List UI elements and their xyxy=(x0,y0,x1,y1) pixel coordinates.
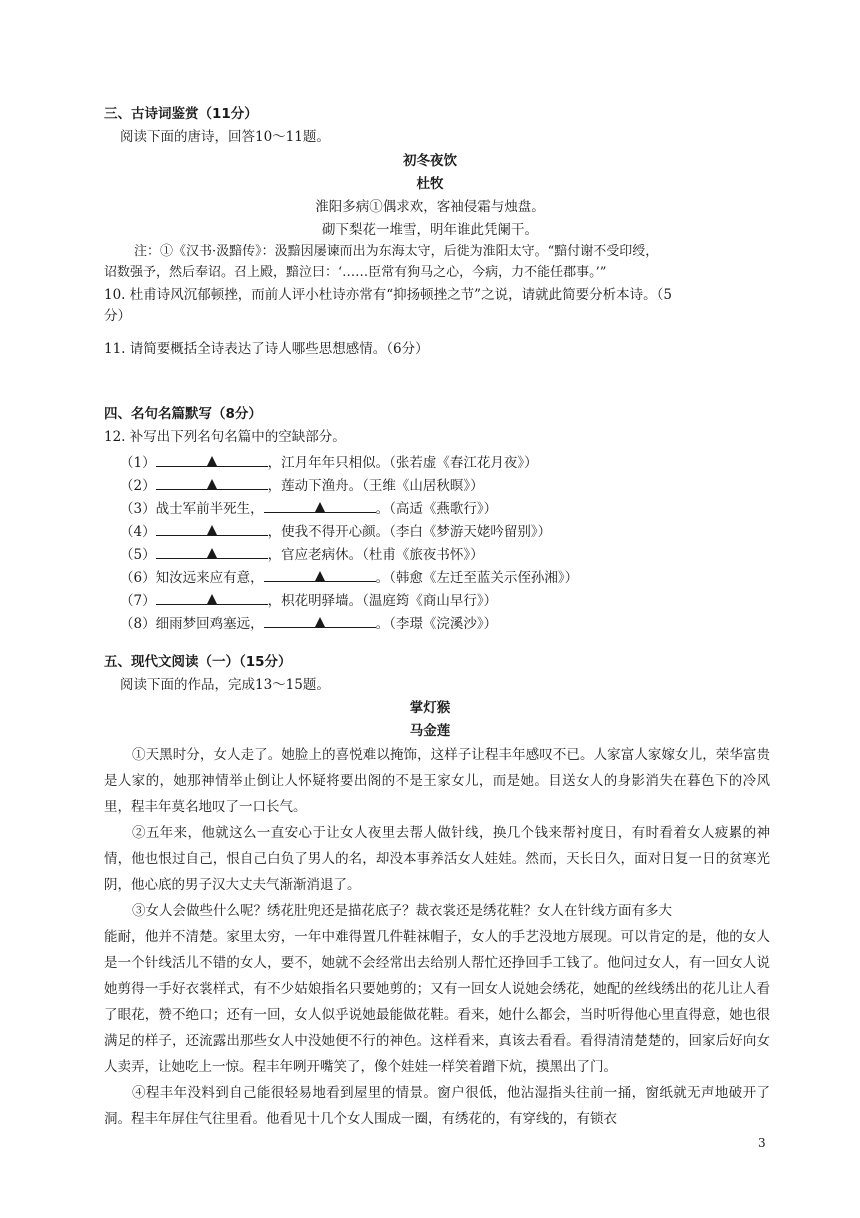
fill-item xyxy=(120,450,538,473)
item-text: 。（高适《燕歌行》） xyxy=(375,501,498,517)
fill-item xyxy=(120,519,551,542)
section5-heading: 五、现代文阅读（一）（15分） xyxy=(104,654,292,670)
item-number: （1） xyxy=(120,455,156,471)
question-10-cont: 分） xyxy=(104,308,131,324)
question-12: 12. 补写出下列名句名篇中的空缺部分。 xyxy=(104,429,346,445)
item-text: 知汝远来应有意， xyxy=(155,570,264,586)
section5-intro: 阅读下面的作品，完成13～15题。 xyxy=(120,677,330,693)
paragraph-2: ②五年来，他就这么一直安心于让女人夜里去帮人做针线，换几个钱来帮衬度日，有时看着女人疲累的神情，他也恨过自己，恨自己白负了男人的名，却没本事养活女人娃娃。然而，天长日久，面对日复一日的贫寒光阴，他心底的男子汉大丈夫气渐渐消退了。 xyxy=(104,825,770,893)
item-number: （2） xyxy=(120,478,156,494)
poem-note: 诏数强予，然后奉诏。召上殿，黯泣曰：‘……臣常有狗马之心，今病，力不能任郡事。’” xyxy=(104,265,607,280)
paragraph-3-first-line: ③女人会做些什么呢？绣花肚兜还是描花底子？裁衣裳还是绣花鞋？女人在针线方面有多大 xyxy=(132,903,672,919)
question-11: 11. 请简要概括全诗表达了诗人哪些思想感情。（6分） xyxy=(104,341,429,357)
paragraph-3: 能耐，他并不清楚。家里太穷，一年中难得置几件鞋袜帽子，女人的手艺没地方展现。可以肯定的是，他的女人是一个针线活儿不错的女人，要不，她就不会经常出去给别人帮忙还挣回手工钱了。他问过女人，有一回女人说她剪得一手好衣裳样式，有不少姑娘指名只要她剪的；又有一回女人说她会绣花，她配的丝线绣出的花儿让人看了眼花，赞不绝口；还有一回，女人似乎说她最能做花鞋。看来，她什么都会，当时听得他心里直得意，她也很满足的样子，还流露出那些女人中没她便不行的神色。这样看来，真该去看看。看得清清楚楚的，回家后好向女人卖弄，让她吃上一惊。程丰年咧开嘴笑了，像个娃娃一样笑着蹭下炕，摸黑出了门。 xyxy=(104,929,770,1075)
article-author: 马金莲 xyxy=(409,723,451,739)
triangle-icon xyxy=(207,479,217,489)
answer-blank[interactable] xyxy=(264,496,376,513)
fill-item xyxy=(120,588,497,611)
item-number: （5） xyxy=(120,547,156,563)
question-10: 10. 杜甫诗风沉郁顿挫，而前人评小杜诗亦常有“抑扬顿挫之节”之说，请就此简要分析本诗。（5 xyxy=(104,287,672,303)
fill-item xyxy=(120,565,578,588)
answer-blank[interactable] xyxy=(264,565,376,582)
paragraph-1: ①天黑时分，女人走了。她脸上的喜悦难以掩饰，这样子让程丰年感叹不已。人家富人家嫁女儿，荣华富贵是人家的，她那神情举止倒让人怀疑将要出阁的不是王家女儿，而是她。目送女人的身影消失在暮色下的冷风里，程丰年莫名地叹了一口长气。 xyxy=(104,747,770,815)
fill-item xyxy=(120,542,484,565)
fill-item xyxy=(120,473,484,496)
article-title: 掌灯猴 xyxy=(409,700,451,716)
answer-blank[interactable] xyxy=(264,611,376,628)
section4-heading: 四、名句名篇默写（8分） xyxy=(104,406,262,422)
triangle-icon xyxy=(315,502,325,512)
item-text: 细雨梦回鸡塞远， xyxy=(155,616,264,632)
section3-heading: 三、古诗词鉴赏（11分） xyxy=(104,106,258,122)
poem-line: 淮阳多病①偶求欢，客袖侵霜与烛盘。 xyxy=(315,199,545,215)
answer-blank[interactable] xyxy=(156,588,268,605)
item-text: 。（韩愈《左迁至蓝关示侄孙湘》） xyxy=(375,570,579,586)
item-text: ，莲动下渔舟。（王维《山居秋暝》） xyxy=(267,478,484,494)
page-number: 3 xyxy=(758,1136,766,1150)
answer-blank[interactable] xyxy=(156,450,268,467)
item-text: ，枳花明驿墙。（温庭筠《商山早行》） xyxy=(267,593,498,609)
poem-author: 杜牧 xyxy=(416,176,444,192)
item-number: （3） xyxy=(120,501,156,517)
answer-blank[interactable] xyxy=(156,542,268,559)
item-text: ，江月年年只相似。（张若虚《春江花月夜》） xyxy=(267,455,538,471)
triangle-icon xyxy=(207,525,217,535)
item-text: 。（李璟《浣溪沙》） xyxy=(375,616,498,632)
poem-note: 注：①《汉书·汲黯传》：汲黯因屡谏而出为东海太守，后徙为淮阳太守。“黯付谢不受印绶， xyxy=(134,244,659,259)
triangle-icon xyxy=(207,594,217,604)
item-number: （7） xyxy=(120,593,156,609)
poem-title: 初冬夜饮 xyxy=(403,153,457,169)
fill-item xyxy=(120,496,497,519)
fill-item xyxy=(120,611,497,634)
answer-blank[interactable] xyxy=(156,519,268,536)
item-text: ，官应老病休。（杜甫《旅夜书怀》） xyxy=(267,547,484,563)
paragraph-4: ④程丰年没料到自己能很轻易地看到屋里的情景。窗户很低，他沾湿指头往前一捅，窗纸就无声地破开了洞。程丰年屏住气往里看。他看见十几个女人围成一圈，有绣花的，有穿线的，有锁衣 xyxy=(104,1085,770,1127)
section3-intro: 阅读下面的唐诗，回答10～11题。 xyxy=(120,129,330,145)
item-number: （4） xyxy=(120,524,156,540)
triangle-icon xyxy=(207,548,217,558)
item-number: （6） xyxy=(120,570,156,586)
poem-line: 砌下梨花一堆雪，明年谁此凭阑干。 xyxy=(322,222,538,238)
answer-blank[interactable] xyxy=(156,473,268,490)
item-text: 战士军前半死生， xyxy=(155,501,264,517)
item-text: ，使我不得开心颜。（李白《梦游天姥吟留别》） xyxy=(267,524,552,540)
triangle-icon xyxy=(207,456,217,466)
triangle-icon xyxy=(315,617,325,627)
triangle-icon xyxy=(315,571,325,581)
item-number: （8） xyxy=(120,616,156,632)
